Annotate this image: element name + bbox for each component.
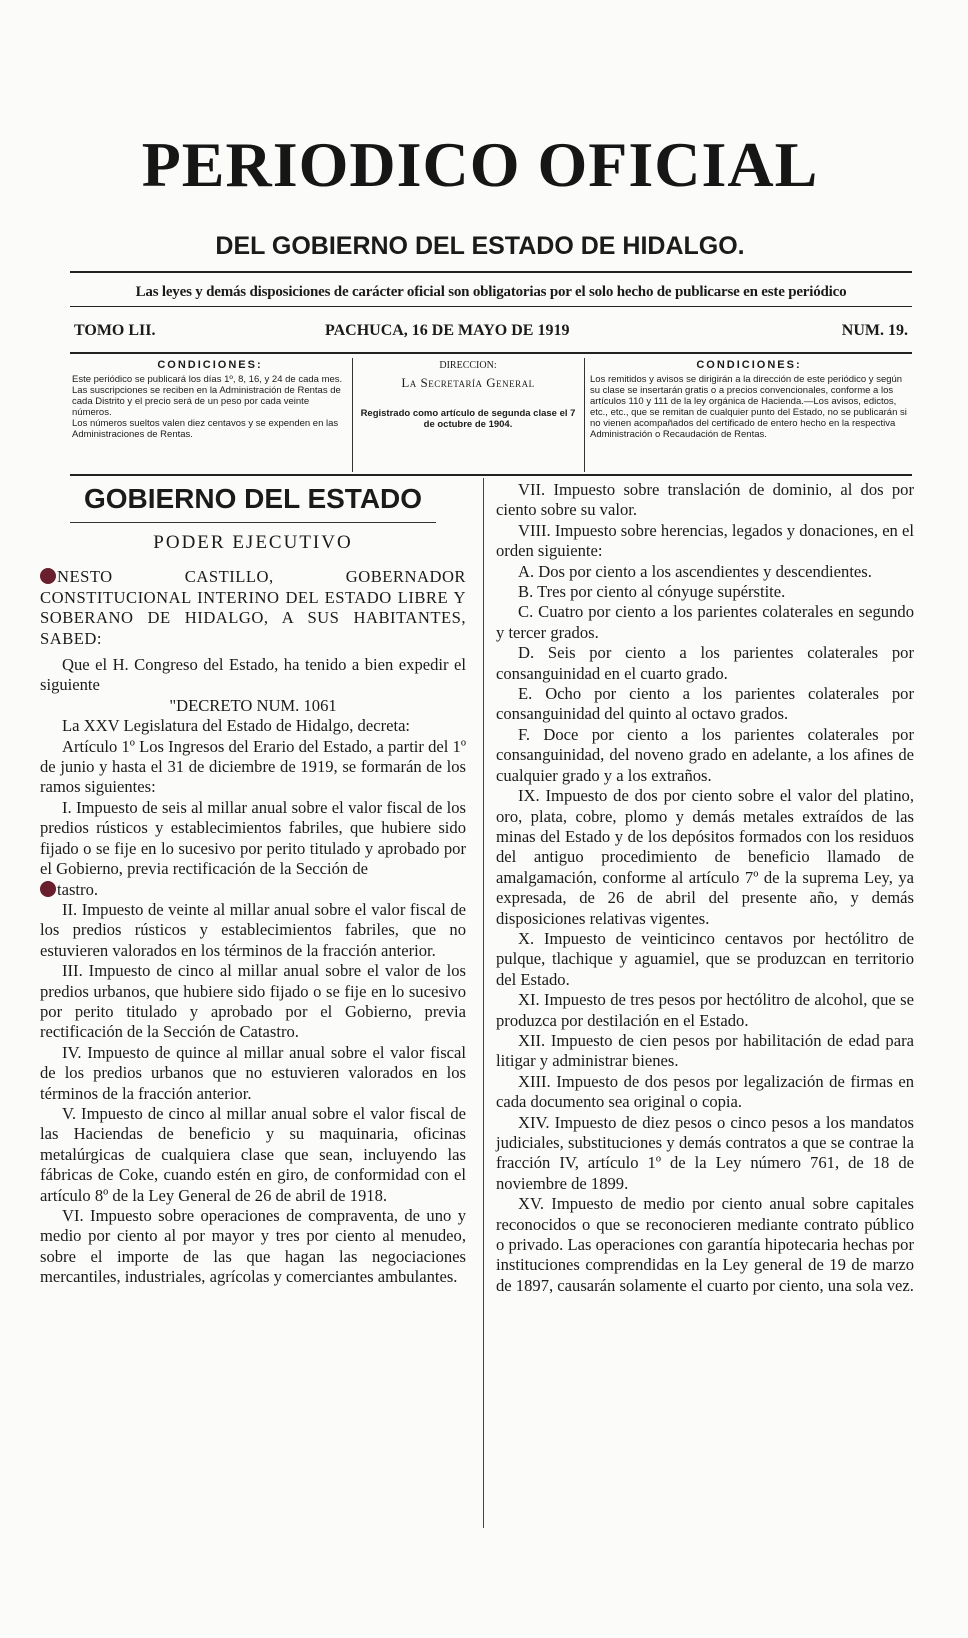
left-column bbox=[40, 480, 466, 1288]
paragraph: XIV. Impuesto de diez pesos o cinco pesos a los mandatos judiciales, substituciones y demás contratos a que se contrae la fracción IV, artículo 1º de la Ley número 761, de 18 de noviembre de 1899. bbox=[496, 1112, 914, 1193]
drop-cap-icon bbox=[40, 568, 56, 584]
paragraph: F. Doce por ciento a los parientes colaterales por consanguinidad, del noveno grado en adelante, a los afines de cualquier grado y a los extraños. bbox=[496, 724, 914, 785]
paragraph: X. Impuesto de veinticinco centavos por hectólitro de pulque, tlachique y aguamiel, que se produzcan en territorio del Estado. bbox=[496, 928, 914, 989]
registration-note: Registrado como artículo de segunda clase el 7 de octubre de 1904. bbox=[360, 408, 576, 430]
divider bbox=[70, 352, 912, 354]
paragraph: B. Tres por ciento al cónyuge supérstite. bbox=[518, 582, 786, 602]
paragraph: tastro. bbox=[57, 879, 99, 899]
paragraph: I. Impuesto de seis al millar anual sobre el valor fiscal de los predios rústicos y establecimientos fabriles, que hubiere sido fijado o se fije en lo sucesivo por perito titulado y aprobado por el Gobierno, previa rectificación de la Sección de bbox=[40, 797, 466, 879]
tagline: Las leyes y demás disposiciones de carácter oficial son obligatorias por el solo hecho de publicarse en este periódico bbox=[135, 284, 847, 300]
column-divider bbox=[483, 478, 484, 1528]
conditions-box-left bbox=[72, 360, 348, 472]
right-column bbox=[496, 480, 914, 1296]
box-text: Los remitidos y avisos se dirigirán a la dirección de este periódico y según su clase se insertarán gratis o a precios convencionales, conforme a los artículos 110 y 111 de la ley orgánica de Hacienda.—Los avisos, edictos, etc., etc., que se remitan de cualquier punto del Estado, no se publicarán si no vienen acompañados del certificado de entero hecho en la respectiva Administración o Recaudación de Rentas. bbox=[590, 374, 907, 440]
paragraph: VII. Impuesto sobre translación de dominio, al dos por ciento sobre su valor. bbox=[496, 480, 914, 520]
box-text: Los números sueltos valen diez centavos y se expenden en las Administraciones de Rentas. bbox=[72, 418, 339, 440]
issue-date: PACHUCA, 16 DE MAYO DE 1919 bbox=[325, 322, 570, 339]
paragraph: Que el H. Congreso del Estado, ha tenido a bien expedir el siguiente bbox=[40, 655, 466, 695]
conditions-box-right bbox=[590, 360, 908, 472]
drop-cap-icon bbox=[40, 881, 56, 897]
paragraph: II. Impuesto de veinte al millar anual sobre el valor fiscal de los predios rústicos y establecimientos fabriles, que no estuvieren valorados en los términos de la fracción anterior. bbox=[40, 899, 466, 960]
paragraph: IX. Impuesto de dos por ciento sobre el valor del platino, oro, plata, cobre, plomo y demás metales extraídos de las minas del Estado y de los depósitos formados con los residuos del antiguo procedimiento de beneficio llamado de amalgamación, conforme al artículo 7º de la suprema Ley, ya expresada, de 26 de abril del presente año, y demás disposiciones relativas vigentes. bbox=[496, 786, 914, 928]
paragraph: XIII. Impuesto de dos pesos por legalización de firmas en cada documento sea original o copia. bbox=[496, 1071, 914, 1112]
paragraph: D. Seis por ciento a los parientes colaterales por consanguinidad en el cuarto grado. bbox=[496, 643, 914, 683]
decree-title: "DECRETO NUM. 1061 bbox=[169, 695, 337, 715]
paragraph: VIII. Impuesto sobre herencias, legados y donaciones, en el orden siguiente: bbox=[496, 520, 914, 561]
section-subtitle: PODER EJECUTIVO bbox=[153, 532, 353, 553]
masthead-title: PERIODICO OFICIAL bbox=[141, 129, 819, 200]
paragraph: V. Impuesto de cinco al millar anual sobre el valor fiscal de las Haciendas de beneficio y su maquinaria, oficinas metalúrgicas de cualquiera clase que sean, incluyendo las fábricas de Coke, cuando estén en giro, de conformidad con el artículo 8º de la Ley General de 26 de abril de 1918. bbox=[40, 1103, 466, 1205]
divider bbox=[70, 271, 912, 273]
divider bbox=[70, 522, 436, 523]
paragraph: XV. Impuesto de medio por ciento anual sobre capitales reconocidos o que se reconocieren mediante contrato público o privado. Las operaciones con garantía hipotecaria hechas por instituciones comprendidas en la Ley general de 19 de marzo de 1897, causarán solamente el cuarto por ciento, una sola vez. bbox=[496, 1194, 914, 1295]
box-heading: CONDICIONES: bbox=[696, 359, 802, 371]
box-text: Este periódico se publicará los días 1º, 8, 16, y 24 de cada mes. bbox=[72, 374, 343, 385]
box-heading: CONDICIONES: bbox=[157, 359, 263, 371]
paragraph: IV. Impuesto de quince al millar anual sobre el valor fiscal de los predios urbanos que no estuvieren valorados en los términos de la fracción anterior. bbox=[40, 1042, 466, 1103]
divider bbox=[70, 306, 912, 307]
section-title: GOBIERNO DEL ESTADO bbox=[83, 483, 423, 514]
paragraph: VI. Impuesto sobre operaciones de compraventa, de uno y medio por ciento al por mayor y tres por ciento al menudeo, sobre el importe de las que hagan las negociaciones mercantiles, industriales, agrícolas y comerciantes ambulantes. bbox=[40, 1206, 466, 1287]
governor-intro: NESTO CASTILLO, GOBERNADOR CONSTITUCIONAL INTERINO DEL ESTADO LIBRE Y SOBERANO DE HIDALGO, A SUS HABITANTES, SABED: bbox=[40, 567, 466, 648]
paragraph: A. Dos por ciento a los ascendientes y descendientes. bbox=[518, 561, 872, 581]
issue-number: NUM. 19. bbox=[841, 322, 908, 339]
paragraph: E. Ocho por ciento a los parientes colaterales por consanguinidad del quinto al octavo grados. bbox=[496, 684, 914, 724]
box-text: Las suscripciones se reciben en la Administración de Rentas de cada Distrito y el precio será de un peso por cada veinte números. bbox=[72, 385, 341, 418]
box-divider bbox=[584, 358, 585, 472]
paragraph: XII. Impuesto de cien pesos por habilitación de edad para litigar y administrar bienes. bbox=[496, 1030, 914, 1071]
masthead-subtitle: DEL GOBIERNO DEL ESTADO DE HIDALGO. bbox=[215, 232, 745, 260]
paragraph: Artículo 1º Los Ingresos del Erario del Estado, a partir del 1º de junio y hasta el 31 de diciembre de 1919, se formarán de los ramos siguientes: bbox=[40, 736, 466, 797]
paragraph: III. Impuesto de cinco al millar anual sobre el valor de los predios urbanos, que hubiere sido fijado o se fije en lo sucesivo por perito titulado y aprobado por el Gobierno, previa rectificación de la Sección de Catastro. bbox=[40, 961, 466, 1042]
volume-label: TOMO LII. bbox=[74, 322, 156, 339]
paragraph: C. Cuatro por ciento a los parientes colaterales en segundo y tercer grados. bbox=[496, 602, 914, 642]
box-heading: DIRECCION: bbox=[439, 360, 497, 371]
dateline bbox=[70, 322, 912, 344]
divider bbox=[70, 474, 912, 476]
paragraph: XI. Impuesto de tres pesos por hectólitro de alcohol, que se produzca por destilación en el Estado. bbox=[496, 990, 914, 1030]
paragraph: La XXV Legislatura del Estado de Hidalgo, decreta: bbox=[62, 716, 411, 736]
secretaria-label: La Secretaría General bbox=[401, 375, 535, 390]
direction-box bbox=[358, 360, 578, 472]
box-divider bbox=[352, 358, 353, 472]
